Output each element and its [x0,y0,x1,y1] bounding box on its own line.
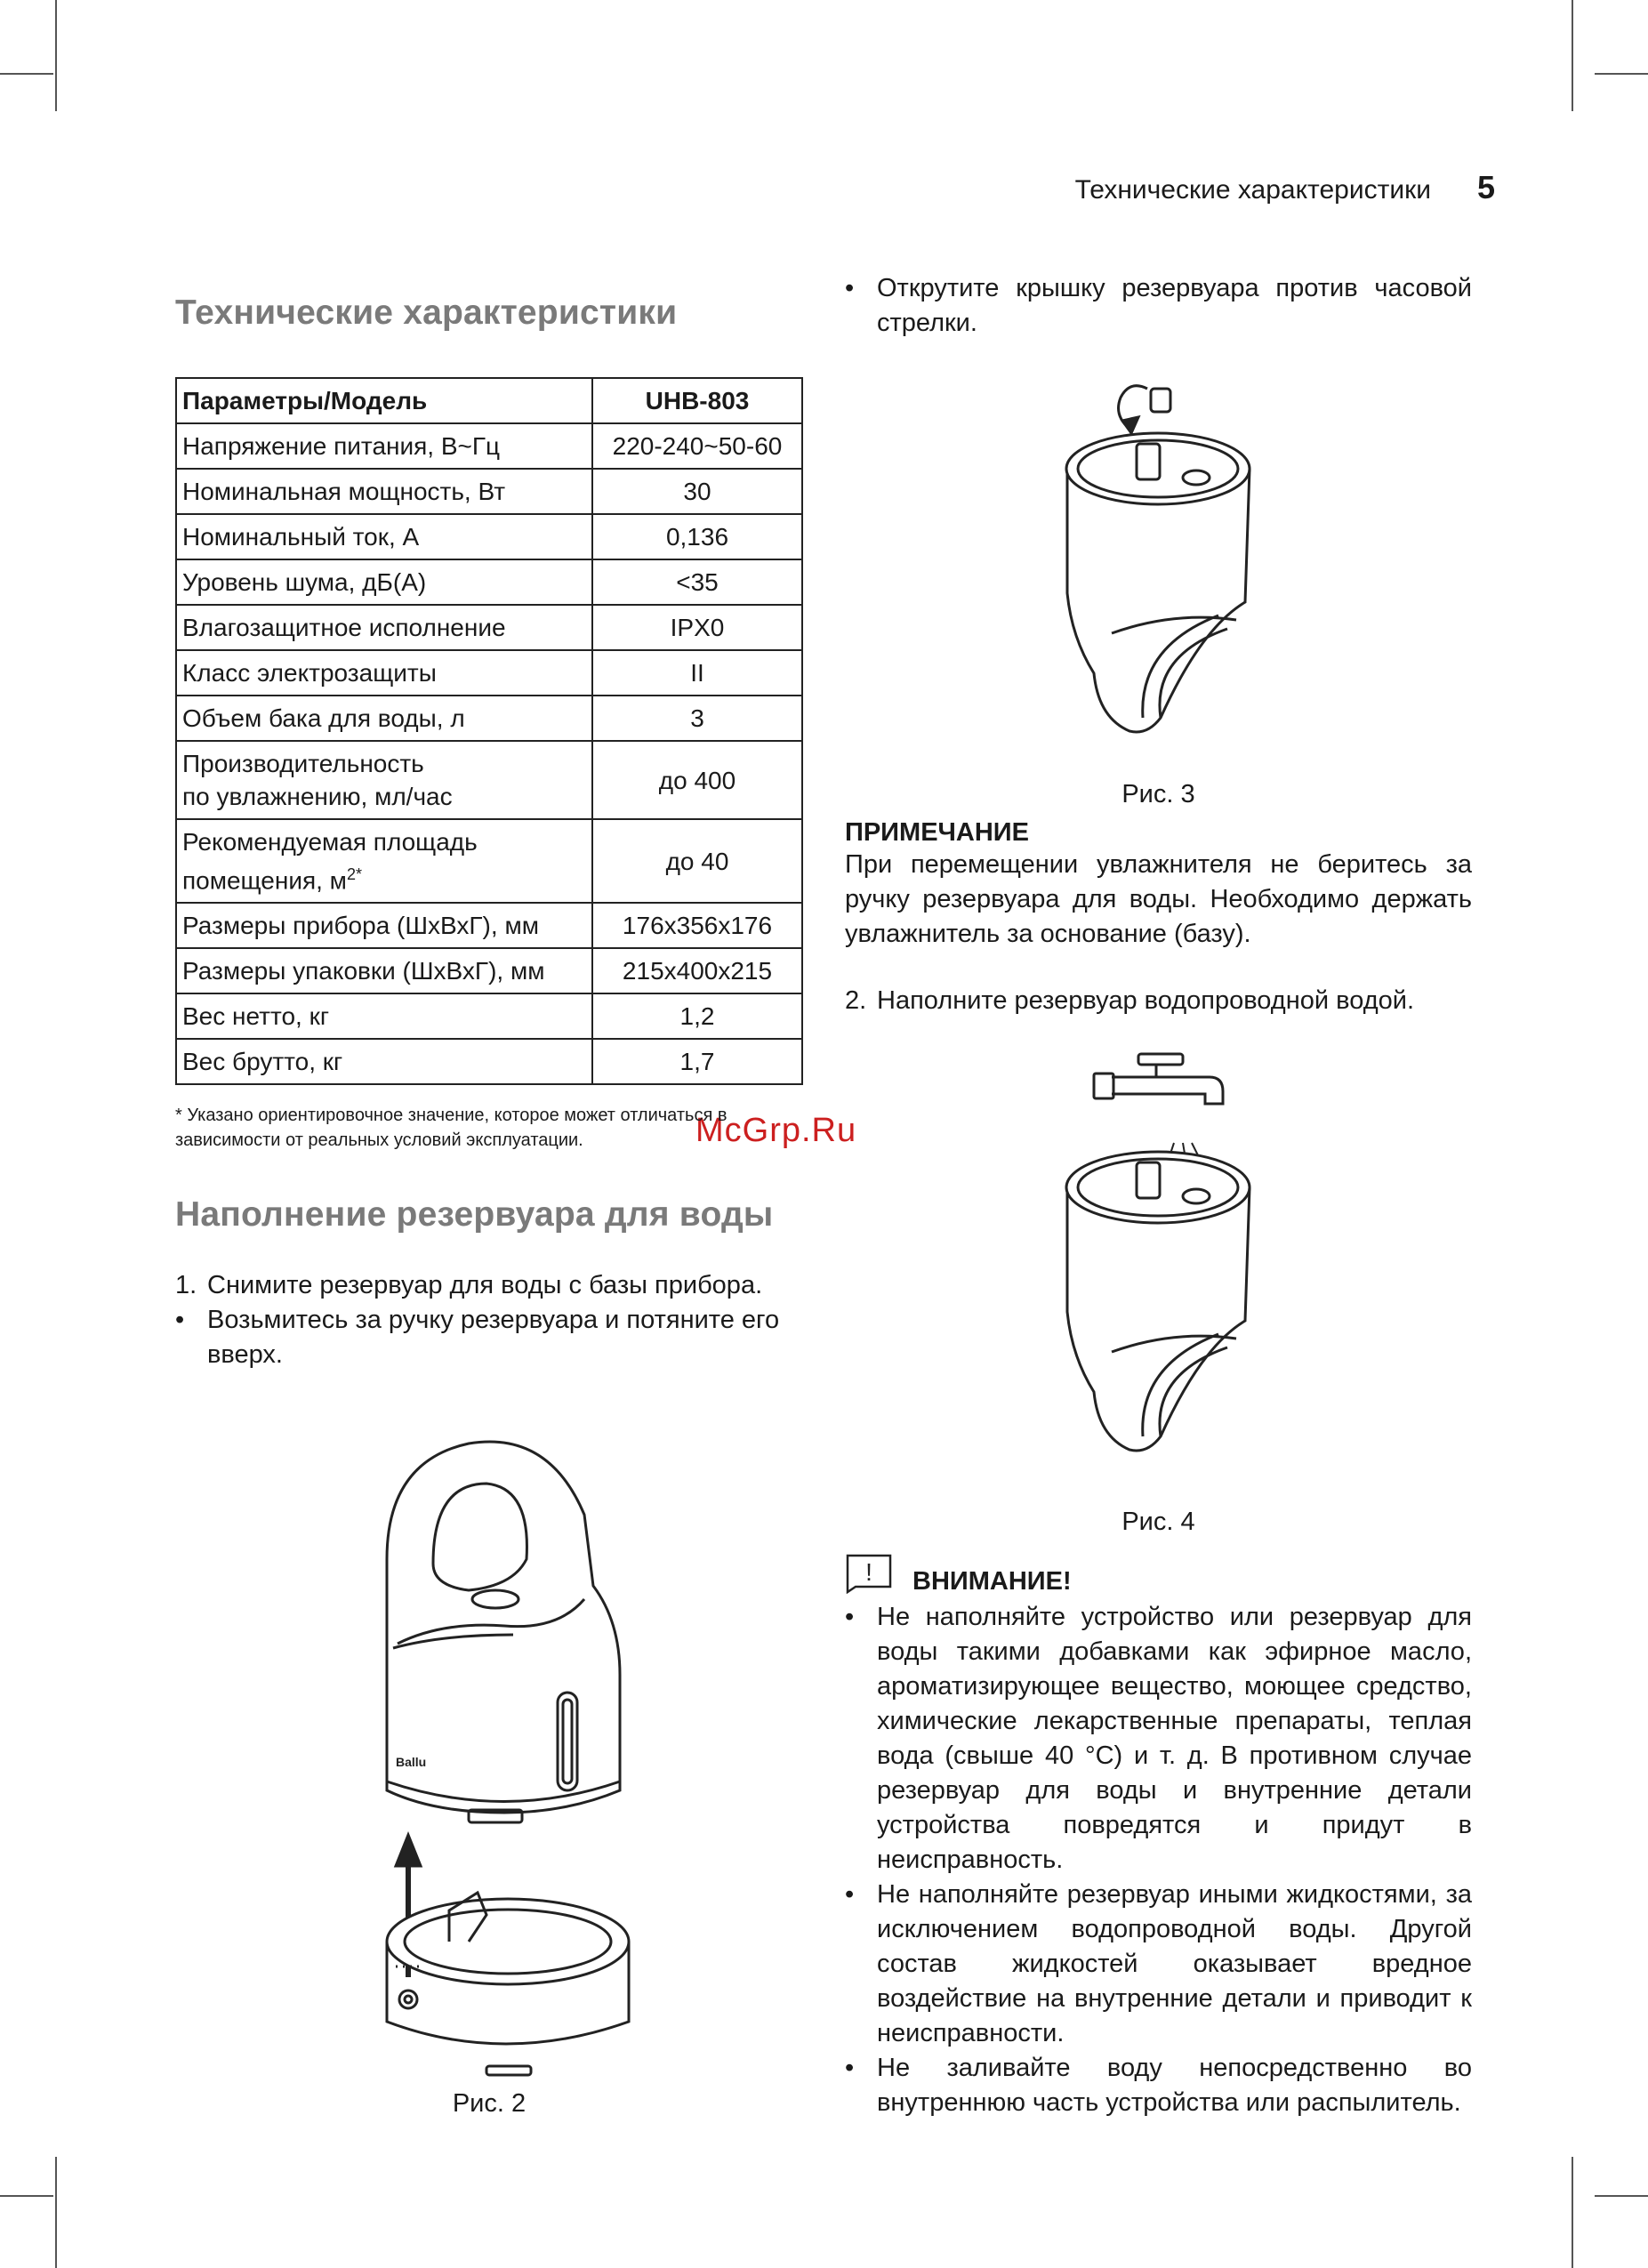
table-row [176,696,802,741]
param-cell: Вес нетто, кг [176,993,592,1039]
note-title: ПРИМЕЧАНИЕ [845,818,1029,847]
bullet-text: Открутите крышку резервуара против часовой стрелки. [877,274,1472,337]
param-cell: Напряжение питания, В~Гц [176,423,592,469]
table-header-model: UHB-803 [592,378,802,423]
note-text: При перемещении увлажнителя не беритесь за ручку резервуара для воды. Необходимо держать увлажнитель за основание (базу). [845,850,1472,948]
param-cell: Размеры прибора (ШхВхГ), мм [176,903,592,948]
table-row [176,903,802,948]
table-row [176,650,802,696]
param-cell [176,741,592,819]
filling-steps [175,1268,803,1372]
superscript: 2* [346,865,362,883]
list-item [845,271,1472,341]
value-cell: 3 [592,696,802,741]
step-text: Наполните резервуар водопроводной водой. [877,986,1415,1015]
right-column [845,271,1472,2120]
table-row [176,514,802,559]
param-line2: по увлажнению, мл/час [182,783,453,810]
list-item [845,1878,1472,2051]
specs-table [175,377,803,1085]
param-cell [176,819,592,903]
warning-text: Не заливайте воду непосредственно во внутреннюю часть устройства или распылитель. [877,2054,1472,2117]
running-header-title: Технические характеристики [1074,175,1431,205]
value-cell: <35 [592,559,802,605]
warning-text: Не наполняйте устройство или резервуар для воды такими добавками как эфирное масло, ароматизирующее вещество, моющее средство, химические лекарственные препараты, теплая вода (свыше 40 °С) и т. д. В противном случае резервуар для воды и внутренние детали устройства повредятся и придут в неисправность. [877,1603,1472,1874]
list-item [845,2051,1472,2120]
crop-mark [0,73,53,75]
value-cell: до 40 [592,819,802,903]
bullet-icon: • [845,1880,855,1909]
param-line1: Рекомендуемая площадь [182,828,478,856]
list-item [175,1268,803,1303]
value-cell: IPX0 [592,605,802,650]
table-row [176,605,802,650]
brand-logo: Ballu [396,1755,427,1770]
step-text: Снимите резервуар для воды с базы прибора. [207,1271,763,1300]
param-cell: Уровень шума, дБ(А) [176,559,592,605]
attention-header [845,1549,1472,1596]
value-cell: 176x356x176 [592,903,802,948]
attention-title: ВНИМАНИЕ! [912,1567,1072,1596]
crop-mark [0,2195,53,2197]
value-cell: 215x400x215 [592,948,802,993]
bullet-icon: • [845,274,855,302]
table-row [176,469,802,514]
figure-2-illustration [175,1408,803,2084]
table-row [176,741,802,819]
value-cell: до 400 [592,741,802,819]
list-item [845,1600,1472,1878]
crop-mark [1572,0,1573,111]
list-item [175,1303,803,1372]
unscrew-instructions [845,271,1472,341]
table-header-row [176,378,802,423]
step-number: 1. [175,1271,197,1300]
figure-4-caption: Рис. 4 [1121,1508,1195,1536]
param-cell: Класс электрозащиты [176,650,592,696]
param-line1: Производительность [182,750,424,777]
param-cell: Вес брутто, кг [176,1039,592,1084]
param-cell: Размеры упаковки (ШхВхГ), мм [176,948,592,993]
table-row [176,559,802,605]
table-row [176,993,802,1039]
value-cell: 1,7 [592,1039,802,1084]
filling-title: Наполнение резервуара для воды [175,1195,774,1235]
table-row [176,819,802,903]
table-row [176,1039,802,1084]
step-number: 2. [845,986,867,1015]
table-row [176,423,802,469]
value-cell: 220-240~50-60 [592,423,802,469]
specs-title: Технические характеристики [175,294,678,332]
param-cell: Объем бака для воды, л [176,696,592,741]
filling-step-2 [845,984,1472,1018]
bullet-icon: • [175,1306,185,1335]
param-line2: помещения, м [182,866,347,895]
crop-mark [1572,2157,1573,2268]
running-header [1075,169,1495,206]
left-column [175,294,803,2119]
list-item [845,984,1472,1018]
warning-text: Не наполняйте резервуар иными жидкостями, за исключением водопроводной воды. Другой состав жидкостей оказывает вредное воздействие на внутренние детали и приводит к неисправности. [877,1880,1472,2047]
crop-mark [55,2157,57,2268]
crop-mark [55,0,57,111]
page-number: 5 [1476,169,1495,205]
table-footnote: * Указано ориентировочное значение, которое может отличаться в зависимости от реальных условий эксплуатации. [175,1106,728,1151]
param-cell: Номинальная мощность, Вт [176,469,592,514]
figure-4-illustration [845,1045,1472,1508]
figure-3-illustration [845,362,1472,780]
value-cell: 30 [592,469,802,514]
crop-mark [1595,73,1648,75]
warning-icon [845,1553,893,1594]
figure-3-caption: Рис. 3 [1121,780,1195,808]
warning-list [845,1600,1472,2120]
bullet-icon: • [845,1603,855,1631]
table-row [176,948,802,993]
value-cell: 1,2 [592,993,802,1039]
bullet-text: Возьмитесь за ручку резервуара и потяните его вверх. [207,1306,780,1370]
param-cell: Номинальный ток, А [176,514,592,559]
value-cell: II [592,650,802,696]
svg-text:!: ! [865,1557,872,1586]
crop-mark [1595,2195,1648,2197]
bullet-icon: • [845,2054,855,2082]
value-cell: 0,136 [592,514,802,559]
watermark: McGrp.Ru [695,1112,857,1149]
figure-2-caption: Рис. 2 [452,2089,527,2119]
param-cell: Влагозащитное исполнение [176,605,592,650]
table-header-param: Параметры/Модель [176,378,592,423]
